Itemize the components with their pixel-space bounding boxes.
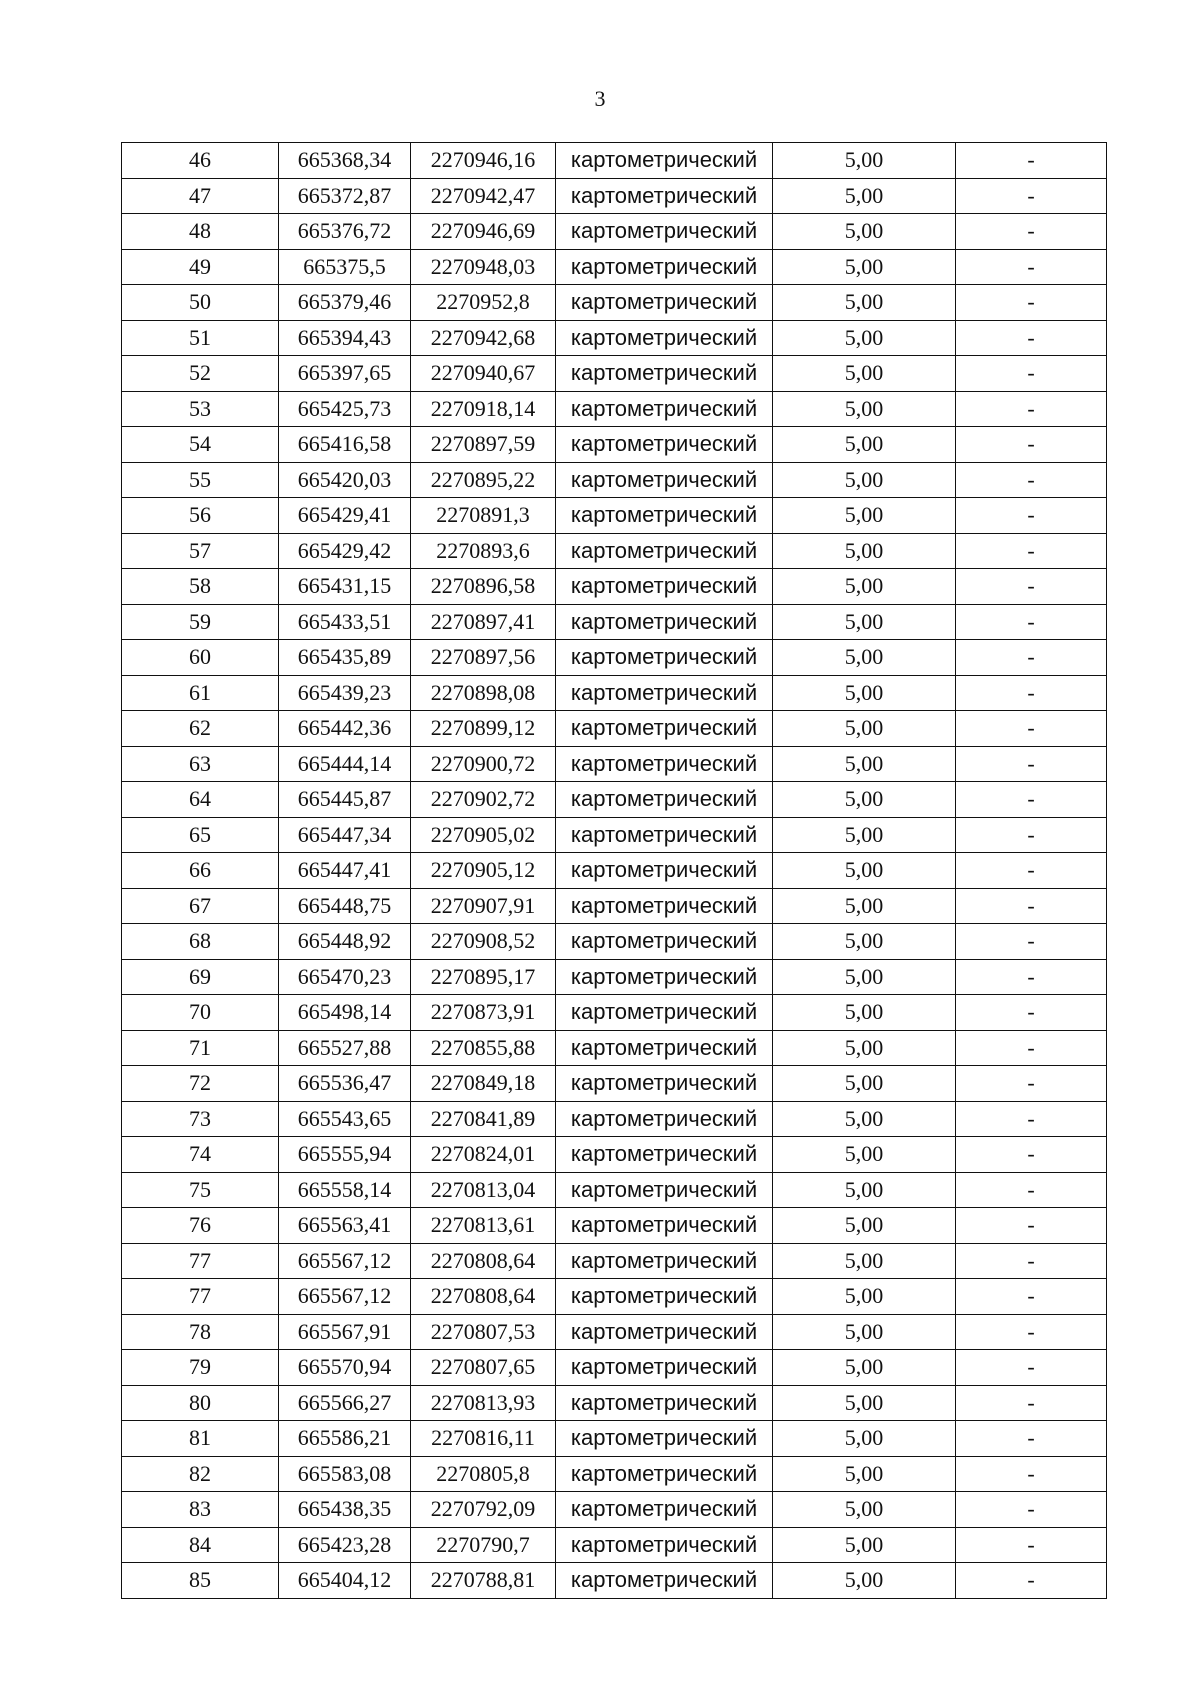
table-row	[122, 1492, 1107, 1528]
y-coordinate-cell: 2270908,52	[411, 924, 556, 960]
x-coordinate-cell: 665567,12	[279, 1279, 411, 1315]
x-coordinate-cell: 665376,72	[279, 214, 411, 250]
y-coordinate-cell: 2270946,16	[411, 143, 556, 179]
y-coordinate-cell: 2270807,65	[411, 1350, 556, 1386]
point-number-cell: 60	[122, 640, 279, 676]
point-number-cell: 57	[122, 533, 279, 569]
y-coordinate-cell: 2270849,18	[411, 1066, 556, 1102]
point-number-cell: 50	[122, 285, 279, 321]
method-cell: картометрический	[556, 285, 773, 321]
y-coordinate-cell: 2270808,64	[411, 1279, 556, 1315]
y-coordinate-cell: 2270905,02	[411, 817, 556, 853]
point-number-cell: 66	[122, 853, 279, 889]
y-coordinate-cell: 2270905,12	[411, 853, 556, 889]
method-cell: картометрический	[556, 853, 773, 889]
x-coordinate-cell: 665404,12	[279, 1563, 411, 1599]
description-cell: -	[956, 1385, 1107, 1421]
description-cell: -	[956, 462, 1107, 498]
y-coordinate-cell: 2270897,41	[411, 604, 556, 640]
description-cell: -	[956, 1243, 1107, 1279]
description-cell: -	[956, 746, 1107, 782]
accuracy-cell: 5,00	[773, 143, 956, 179]
point-number-cell: 51	[122, 320, 279, 356]
point-number-cell: 67	[122, 888, 279, 924]
accuracy-cell: 5,00	[773, 1101, 956, 1137]
description-cell: -	[956, 249, 1107, 285]
table-row	[122, 817, 1107, 853]
description-cell: -	[956, 1030, 1107, 1066]
accuracy-cell: 5,00	[773, 782, 956, 818]
point-number-cell: 71	[122, 1030, 279, 1066]
accuracy-cell: 5,00	[773, 1314, 956, 1350]
y-coordinate-cell: 2270873,91	[411, 995, 556, 1031]
point-number-cell: 65	[122, 817, 279, 853]
description-cell: -	[956, 391, 1107, 427]
y-coordinate-cell: 2270893,6	[411, 533, 556, 569]
description-cell: -	[956, 1350, 1107, 1386]
y-coordinate-cell: 2270907,91	[411, 888, 556, 924]
accuracy-cell: 5,00	[773, 1279, 956, 1315]
method-cell: картометрический	[556, 249, 773, 285]
description-cell: -	[956, 1456, 1107, 1492]
table-row	[122, 675, 1107, 711]
x-coordinate-cell: 665536,47	[279, 1066, 411, 1102]
method-cell: картометрический	[556, 356, 773, 392]
description-cell: -	[956, 1492, 1107, 1528]
table-row	[122, 1385, 1107, 1421]
method-cell: картометрический	[556, 817, 773, 853]
point-number-cell: 49	[122, 249, 279, 285]
table-row	[122, 1421, 1107, 1457]
y-coordinate-cell: 2270897,56	[411, 640, 556, 676]
table-row	[122, 1456, 1107, 1492]
method-cell: картометрический	[556, 746, 773, 782]
point-number-cell: 55	[122, 462, 279, 498]
point-number-cell: 80	[122, 1385, 279, 1421]
point-number-cell: 53	[122, 391, 279, 427]
method-cell: картометрический	[556, 1350, 773, 1386]
x-coordinate-cell: 665445,87	[279, 782, 411, 818]
table-row	[122, 959, 1107, 995]
x-coordinate-cell: 665555,94	[279, 1137, 411, 1173]
accuracy-cell: 5,00	[773, 817, 956, 853]
accuracy-cell: 5,00	[773, 249, 956, 285]
accuracy-cell: 5,00	[773, 498, 956, 534]
description-cell: -	[956, 1279, 1107, 1315]
point-number-cell: 84	[122, 1527, 279, 1563]
accuracy-cell: 5,00	[773, 462, 956, 498]
x-coordinate-cell: 665567,12	[279, 1243, 411, 1279]
x-coordinate-cell: 665423,28	[279, 1527, 411, 1563]
point-number-cell: 61	[122, 675, 279, 711]
x-coordinate-cell: 665394,43	[279, 320, 411, 356]
method-cell: картометрический	[556, 888, 773, 924]
x-coordinate-cell: 665448,92	[279, 924, 411, 960]
x-coordinate-cell: 665563,41	[279, 1208, 411, 1244]
accuracy-cell: 5,00	[773, 1137, 956, 1173]
method-cell: картометрический	[556, 1421, 773, 1457]
table-row	[122, 285, 1107, 321]
table-row	[122, 995, 1107, 1031]
description-cell: -	[956, 782, 1107, 818]
table-row	[122, 1172, 1107, 1208]
y-coordinate-cell: 2270788,81	[411, 1563, 556, 1599]
x-coordinate-cell: 665372,87	[279, 178, 411, 214]
description-cell: -	[956, 675, 1107, 711]
x-coordinate-cell: 665425,73	[279, 391, 411, 427]
method-cell: картометрический	[556, 391, 773, 427]
y-coordinate-cell: 2270813,04	[411, 1172, 556, 1208]
y-coordinate-cell: 2270918,14	[411, 391, 556, 427]
y-coordinate-cell: 2270841,89	[411, 1101, 556, 1137]
method-cell: картометрический	[556, 214, 773, 250]
x-coordinate-cell: 665570,94	[279, 1350, 411, 1386]
x-coordinate-cell: 665498,14	[279, 995, 411, 1031]
method-cell: картометрический	[556, 178, 773, 214]
method-cell: картометрический	[556, 462, 773, 498]
description-cell: -	[956, 888, 1107, 924]
table-row	[122, 214, 1107, 250]
table-row	[122, 1563, 1107, 1599]
y-coordinate-cell: 2270942,68	[411, 320, 556, 356]
accuracy-cell: 5,00	[773, 1563, 956, 1599]
method-cell: картометрический	[556, 1030, 773, 1066]
x-coordinate-cell: 665379,46	[279, 285, 411, 321]
method-cell: картометрический	[556, 1385, 773, 1421]
description-cell: -	[956, 1066, 1107, 1102]
table-row	[122, 1066, 1107, 1102]
method-cell: картометрический	[556, 782, 773, 818]
method-cell: картометрический	[556, 320, 773, 356]
description-cell: -	[956, 1101, 1107, 1137]
description-cell: -	[956, 959, 1107, 995]
accuracy-cell: 5,00	[773, 391, 956, 427]
x-coordinate-cell: 665586,21	[279, 1421, 411, 1457]
x-coordinate-cell: 665420,03	[279, 462, 411, 498]
table-row	[122, 1243, 1107, 1279]
description-cell: -	[956, 178, 1107, 214]
accuracy-cell: 5,00	[773, 1172, 956, 1208]
point-number-cell: 72	[122, 1066, 279, 1102]
y-coordinate-cell: 2270898,08	[411, 675, 556, 711]
x-coordinate-cell: 665431,15	[279, 569, 411, 605]
y-coordinate-cell: 2270900,72	[411, 746, 556, 782]
method-cell: картометрический	[556, 1208, 773, 1244]
x-coordinate-cell: 665558,14	[279, 1172, 411, 1208]
point-number-cell: 69	[122, 959, 279, 995]
x-coordinate-cell: 665375,5	[279, 249, 411, 285]
description-cell: -	[956, 427, 1107, 463]
method-cell: картометрический	[556, 1314, 773, 1350]
x-coordinate-cell: 665543,65	[279, 1101, 411, 1137]
description-cell: -	[956, 320, 1107, 356]
x-coordinate-cell: 665429,41	[279, 498, 411, 534]
point-number-cell: 63	[122, 746, 279, 782]
x-coordinate-cell: 665416,58	[279, 427, 411, 463]
accuracy-cell: 5,00	[773, 1527, 956, 1563]
accuracy-cell: 5,00	[773, 1492, 956, 1528]
point-number-cell: 74	[122, 1137, 279, 1173]
description-cell: -	[956, 1314, 1107, 1350]
table-row	[122, 640, 1107, 676]
description-cell: -	[956, 1172, 1107, 1208]
y-coordinate-cell: 2270813,93	[411, 1385, 556, 1421]
description-cell: -	[956, 143, 1107, 179]
description-cell: -	[956, 214, 1107, 250]
description-cell: -	[956, 285, 1107, 321]
x-coordinate-cell: 665433,51	[279, 604, 411, 640]
description-cell: -	[956, 1208, 1107, 1244]
accuracy-cell: 5,00	[773, 1350, 956, 1386]
table-row	[122, 1030, 1107, 1066]
method-cell: картометрический	[556, 604, 773, 640]
method-cell: картометрический	[556, 640, 773, 676]
x-coordinate-cell: 665439,23	[279, 675, 411, 711]
accuracy-cell: 5,00	[773, 1243, 956, 1279]
point-number-cell: 54	[122, 427, 279, 463]
y-coordinate-cell: 2270790,7	[411, 1527, 556, 1563]
table-row	[122, 782, 1107, 818]
description-cell: -	[956, 1527, 1107, 1563]
table-row	[122, 1314, 1107, 1350]
table-row	[122, 391, 1107, 427]
point-number-cell: 59	[122, 604, 279, 640]
page-number: 3	[594, 86, 606, 111]
point-number-cell: 70	[122, 995, 279, 1031]
table-row	[122, 320, 1107, 356]
y-coordinate-cell: 2270946,69	[411, 214, 556, 250]
point-number-cell: 68	[122, 924, 279, 960]
method-cell: картометрический	[556, 711, 773, 747]
point-number-cell: 56	[122, 498, 279, 534]
y-coordinate-cell: 2270948,03	[411, 249, 556, 285]
y-coordinate-cell: 2270940,67	[411, 356, 556, 392]
description-cell: -	[956, 924, 1107, 960]
table-row	[122, 462, 1107, 498]
x-coordinate-cell: 665470,23	[279, 959, 411, 995]
accuracy-cell: 5,00	[773, 888, 956, 924]
coordinates-table	[121, 142, 1107, 1599]
accuracy-cell: 5,00	[773, 178, 956, 214]
y-coordinate-cell: 2270805,8	[411, 1456, 556, 1492]
accuracy-cell: 5,00	[773, 924, 956, 960]
table-row	[122, 178, 1107, 214]
coordinates-table-body	[122, 143, 1107, 1599]
table-row	[122, 498, 1107, 534]
x-coordinate-cell: 665435,89	[279, 640, 411, 676]
x-coordinate-cell: 665566,27	[279, 1385, 411, 1421]
y-coordinate-cell: 2270899,12	[411, 711, 556, 747]
table-row	[122, 853, 1107, 889]
description-cell: -	[956, 853, 1107, 889]
method-cell: картометрический	[556, 1137, 773, 1173]
point-number-cell: 52	[122, 356, 279, 392]
accuracy-cell: 5,00	[773, 1208, 956, 1244]
point-number-cell: 48	[122, 214, 279, 250]
accuracy-cell: 5,00	[773, 1421, 956, 1457]
table-row	[122, 711, 1107, 747]
y-coordinate-cell: 2270902,72	[411, 782, 556, 818]
description-cell: -	[956, 817, 1107, 853]
point-number-cell: 75	[122, 1172, 279, 1208]
method-cell: картометрический	[556, 427, 773, 463]
y-coordinate-cell: 2270816,11	[411, 1421, 556, 1457]
table-row	[122, 604, 1107, 640]
table-row	[122, 1279, 1107, 1315]
accuracy-cell: 5,00	[773, 853, 956, 889]
description-cell: -	[956, 1137, 1107, 1173]
accuracy-cell: 5,00	[773, 320, 956, 356]
x-coordinate-cell: 665447,34	[279, 817, 411, 853]
y-coordinate-cell: 2270891,3	[411, 498, 556, 534]
x-coordinate-cell: 665527,88	[279, 1030, 411, 1066]
accuracy-cell: 5,00	[773, 746, 956, 782]
y-coordinate-cell: 2270896,58	[411, 569, 556, 605]
method-cell: картометрический	[556, 143, 773, 179]
y-coordinate-cell: 2270813,61	[411, 1208, 556, 1244]
x-coordinate-cell: 665447,41	[279, 853, 411, 889]
point-number-cell: 85	[122, 1563, 279, 1599]
y-coordinate-cell: 2270808,64	[411, 1243, 556, 1279]
method-cell: картометрический	[556, 1279, 773, 1315]
accuracy-cell: 5,00	[773, 995, 956, 1031]
method-cell: картометрический	[556, 959, 773, 995]
table-row	[122, 1350, 1107, 1386]
table-row	[122, 1137, 1107, 1173]
accuracy-cell: 5,00	[773, 533, 956, 569]
point-number-cell: 78	[122, 1314, 279, 1350]
table-row	[122, 888, 1107, 924]
method-cell: картометрический	[556, 498, 773, 534]
x-coordinate-cell: 665368,34	[279, 143, 411, 179]
x-coordinate-cell: 665438,35	[279, 1492, 411, 1528]
method-cell: картометрический	[556, 569, 773, 605]
method-cell: картометрический	[556, 1243, 773, 1279]
x-coordinate-cell: 665448,75	[279, 888, 411, 924]
table-row	[122, 1208, 1107, 1244]
table-row	[122, 924, 1107, 960]
table-row	[122, 356, 1107, 392]
method-cell: картометрический	[556, 1527, 773, 1563]
accuracy-cell: 5,00	[773, 959, 956, 995]
method-cell: картометрический	[556, 1456, 773, 1492]
table-row	[122, 249, 1107, 285]
accuracy-cell: 5,00	[773, 640, 956, 676]
description-cell: -	[956, 356, 1107, 392]
point-number-cell: 62	[122, 711, 279, 747]
accuracy-cell: 5,00	[773, 285, 956, 321]
point-number-cell: 77	[122, 1243, 279, 1279]
point-number-cell: 64	[122, 782, 279, 818]
accuracy-cell: 5,00	[773, 711, 956, 747]
y-coordinate-cell: 2270824,01	[411, 1137, 556, 1173]
y-coordinate-cell: 2270855,88	[411, 1030, 556, 1066]
y-coordinate-cell: 2270895,17	[411, 959, 556, 995]
table-row	[122, 427, 1107, 463]
x-coordinate-cell: 665397,65	[279, 356, 411, 392]
y-coordinate-cell: 2270807,53	[411, 1314, 556, 1350]
table-row	[122, 143, 1107, 179]
point-number-cell: 83	[122, 1492, 279, 1528]
method-cell: картометрический	[556, 1066, 773, 1102]
description-cell: -	[956, 995, 1107, 1031]
description-cell: -	[956, 533, 1107, 569]
description-cell: -	[956, 569, 1107, 605]
point-number-cell: 81	[122, 1421, 279, 1457]
x-coordinate-cell: 665567,91	[279, 1314, 411, 1350]
description-cell: -	[956, 1421, 1107, 1457]
table-row	[122, 1101, 1107, 1137]
method-cell: картометрический	[556, 1563, 773, 1599]
accuracy-cell: 5,00	[773, 604, 956, 640]
accuracy-cell: 5,00	[773, 214, 956, 250]
accuracy-cell: 5,00	[773, 569, 956, 605]
y-coordinate-cell: 2270895,22	[411, 462, 556, 498]
accuracy-cell: 5,00	[773, 1456, 956, 1492]
point-number-cell: 47	[122, 178, 279, 214]
description-cell: -	[956, 604, 1107, 640]
method-cell: картометрический	[556, 533, 773, 569]
method-cell: картометрический	[556, 924, 773, 960]
y-coordinate-cell: 2270897,59	[411, 427, 556, 463]
description-cell: -	[956, 1563, 1107, 1599]
method-cell: картометрический	[556, 995, 773, 1031]
description-cell: -	[956, 711, 1107, 747]
description-cell: -	[956, 640, 1107, 676]
description-cell: -	[956, 498, 1107, 534]
accuracy-cell: 5,00	[773, 1030, 956, 1066]
accuracy-cell: 5,00	[773, 1385, 956, 1421]
method-cell: картометрический	[556, 1172, 773, 1208]
x-coordinate-cell: 665583,08	[279, 1456, 411, 1492]
point-number-cell: 77	[122, 1279, 279, 1315]
point-number-cell: 82	[122, 1456, 279, 1492]
x-coordinate-cell: 665442,36	[279, 711, 411, 747]
y-coordinate-cell: 2270792,09	[411, 1492, 556, 1528]
y-coordinate-cell: 2270942,47	[411, 178, 556, 214]
accuracy-cell: 5,00	[773, 675, 956, 711]
accuracy-cell: 5,00	[773, 1066, 956, 1102]
accuracy-cell: 5,00	[773, 427, 956, 463]
table-row	[122, 1527, 1107, 1563]
point-number-cell: 58	[122, 569, 279, 605]
x-coordinate-cell: 665444,14	[279, 746, 411, 782]
point-number-cell: 79	[122, 1350, 279, 1386]
method-cell: картометрический	[556, 1492, 773, 1528]
table-row	[122, 569, 1107, 605]
point-number-cell: 73	[122, 1101, 279, 1137]
point-number-cell: 46	[122, 143, 279, 179]
table-row	[122, 746, 1107, 782]
method-cell: картометрический	[556, 1101, 773, 1137]
accuracy-cell: 5,00	[773, 356, 956, 392]
point-number-cell: 76	[122, 1208, 279, 1244]
x-coordinate-cell: 665429,42	[279, 533, 411, 569]
method-cell: картометрический	[556, 675, 773, 711]
table-row	[122, 533, 1107, 569]
y-coordinate-cell: 2270952,8	[411, 285, 556, 321]
